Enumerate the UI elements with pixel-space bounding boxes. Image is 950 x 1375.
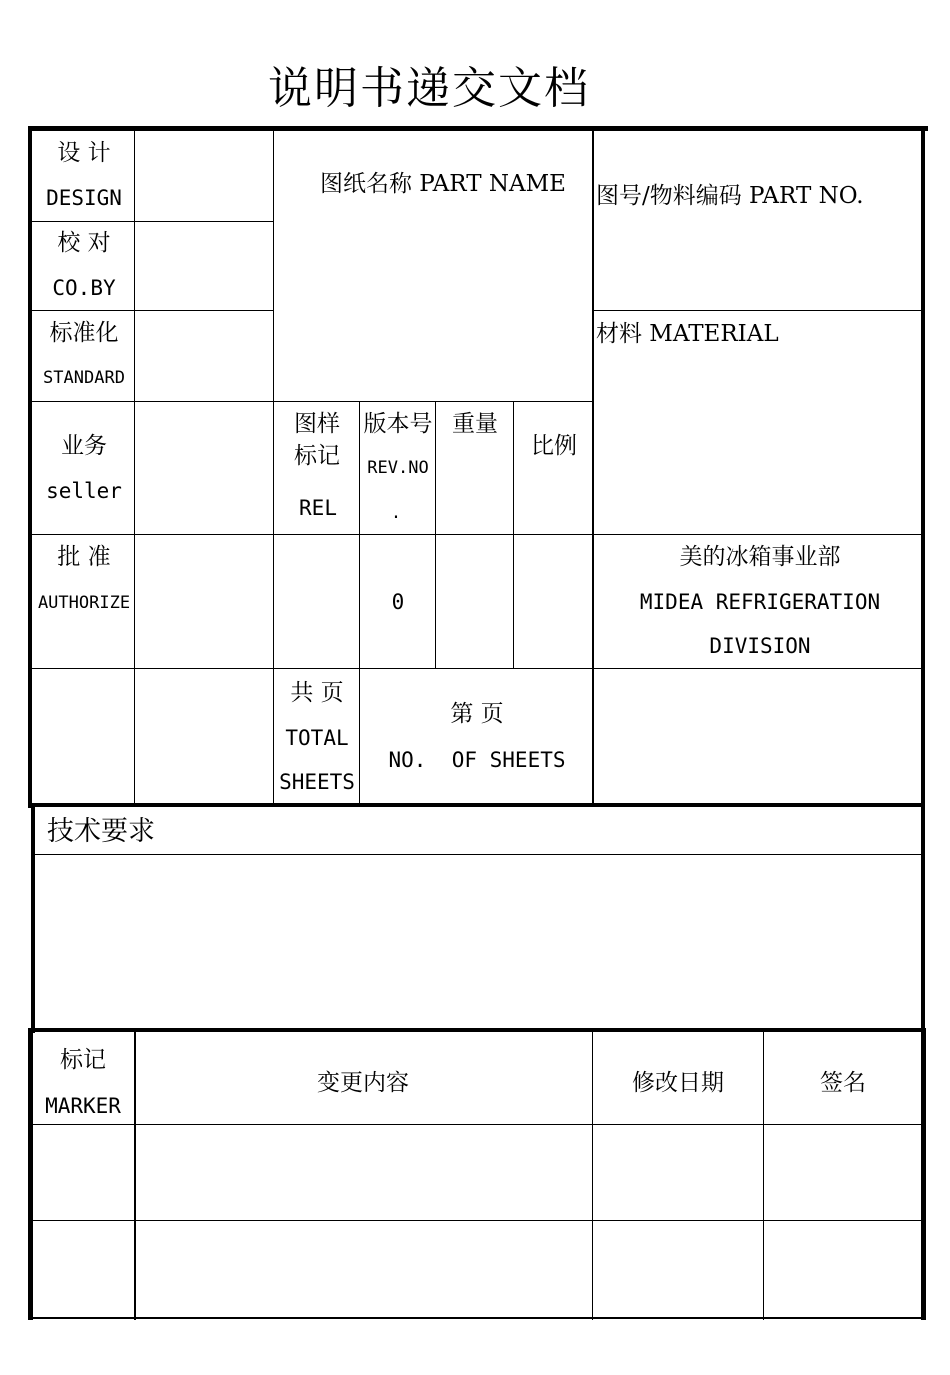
design-label-en: DESIGN (46, 186, 122, 210)
total-sheets-cn: 共 页 (290, 680, 344, 706)
total-sheets-en2: SHEETS (279, 770, 355, 794)
standard-label-en: STANDARD (43, 368, 125, 388)
revision-value: 0 (391, 590, 405, 614)
revision-label-cn: 版本号 (363, 411, 433, 437)
sample-mark-label-en: REL (299, 496, 337, 520)
part-name-label: 图纸名称 PART NAME (320, 171, 566, 197)
revision-label-en: REV.NO (367, 458, 429, 478)
signature-header: 签名 (820, 1070, 866, 1096)
material-label: 材料 MATERIAL (596, 321, 779, 347)
change-date-header: 修改日期 (632, 1070, 724, 1096)
marker-label-en: MARKER (45, 1094, 121, 1118)
company-name-cn: 美的冰箱事业部 (679, 544, 841, 570)
page-title: 说明书递交文档 (268, 63, 590, 114)
approve-label-cn: 批 准 (57, 544, 111, 570)
marker-label-cn: 标记 (60, 1047, 106, 1073)
approve-label-en: AUTHORIZE (37, 593, 131, 613)
sheet-no-en: NO. OF SHEETS (388, 748, 566, 772)
tech-requirements-label: 技术要求 (47, 816, 155, 847)
company-name-en2: DIVISION (709, 634, 811, 658)
standard-label-cn: 标准化 (49, 320, 119, 346)
design-label-cn: 设 计 (57, 140, 111, 166)
total-sheets-en1: TOTAL (285, 726, 349, 750)
revision-label-dot: . (390, 503, 402, 523)
company-name-en1: MIDEA REFRIGERATION (639, 590, 881, 614)
sample-mark-label-cn1: 图样 (294, 411, 340, 437)
seller-label-cn: 业务 (61, 433, 107, 459)
sheet-no-cn: 第 页 (450, 701, 504, 727)
scale-label: 比例 (531, 433, 577, 459)
check-label-en: CO.BY (52, 276, 116, 300)
seller-label-en: seller (46, 479, 122, 503)
sample-mark-label-cn2: 标记 (294, 443, 340, 469)
part-no-label: 图号/物料编码 PART NO. (596, 183, 864, 209)
change-content-header: 变更内容 (317, 1070, 409, 1096)
check-label-cn: 校 对 (57, 230, 111, 256)
weight-label: 重量 (452, 411, 498, 437)
